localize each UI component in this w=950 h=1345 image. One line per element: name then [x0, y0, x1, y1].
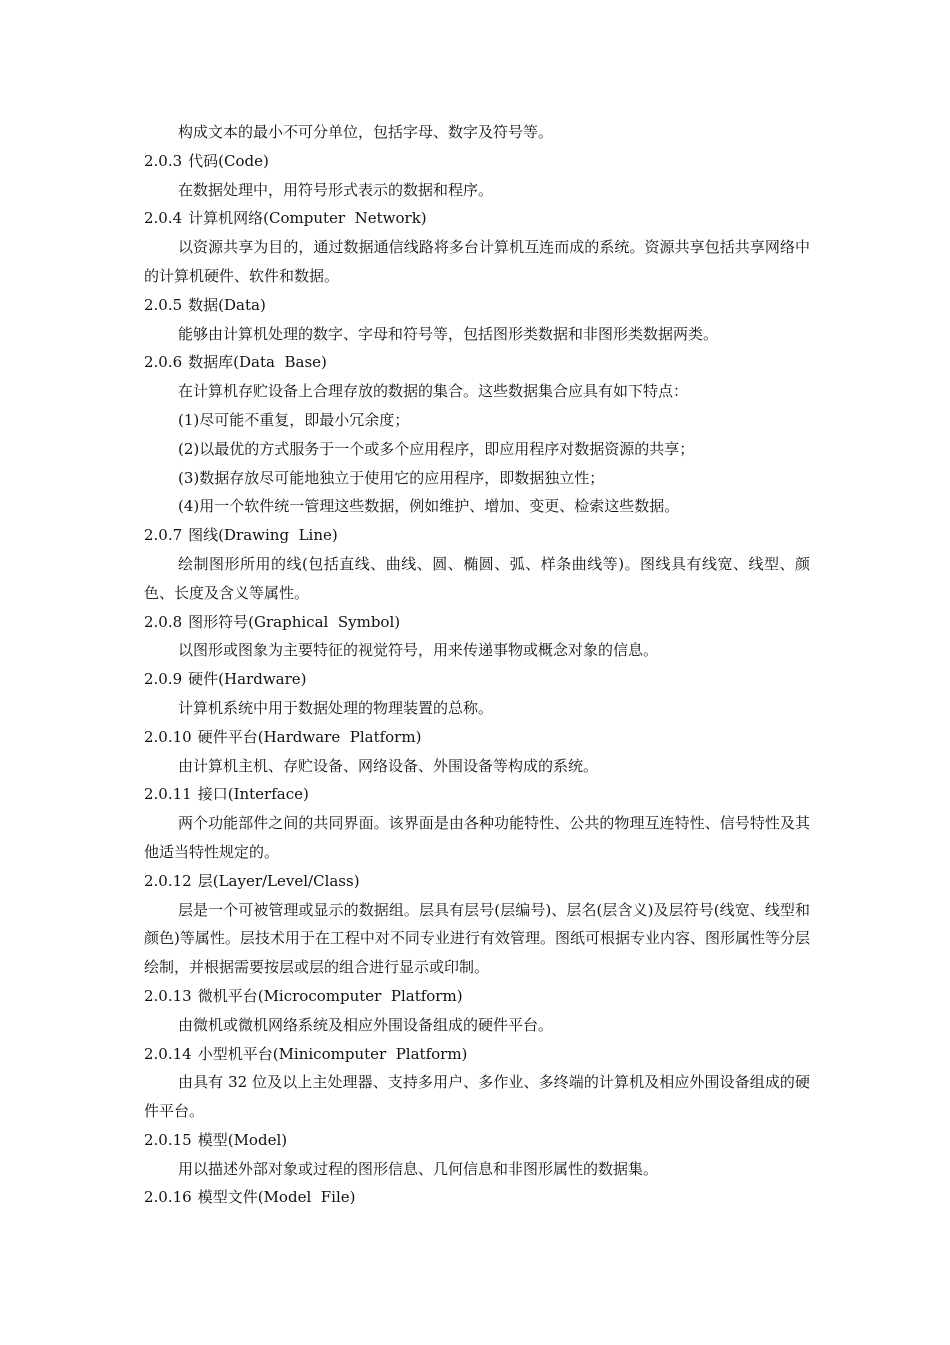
term-heading — [144, 982, 810, 1011]
term-definition: (4)用一个软件统一管理这些数据，例如维护、增加、变更、检索这些数据。 — [178, 497, 680, 516]
term-number: 2.0.10 — [144, 727, 192, 746]
term-number: 2.0.6 — [144, 353, 183, 372]
document-body — [144, 118, 810, 1212]
term-number: 2.0.15 — [144, 1130, 192, 1149]
term-definition: (2)以最优的方式服务于一个或多个应用程序，即应用程序对数据资源的共享； — [178, 439, 695, 458]
term-number: 2.0.4 — [144, 209, 183, 228]
term-definition: 在数据处理中，用符号形式表示的数据和程序。 — [178, 180, 494, 199]
term-number: 2.0.3 — [144, 151, 183, 170]
term-heading — [144, 780, 810, 809]
term-number: 2.0.8 — [144, 612, 183, 631]
term-heading — [144, 1040, 810, 1069]
term-number: 2.0.7 — [144, 526, 183, 545]
term-definition: 能够由计算机处理的数字、字母和符号等，包括图形类数据和非图形类数据两类。 — [178, 324, 719, 343]
term-definition: 由计算机主机、存贮设备、网络设备、外围设备等构成的系统。 — [178, 756, 599, 775]
term-title: 数据库(Data Base) — [188, 353, 327, 372]
term-title: 层(Layer/Level/Class) — [197, 871, 360, 890]
term-number: 2.0.11 — [144, 785, 192, 804]
term-title: 接口(Interface) — [197, 785, 309, 804]
term-title: 小型机平台(Minicomputer Platform) — [197, 1044, 468, 1063]
term-number: 2.0.13 — [144, 986, 192, 1005]
term-definition: 用以描述外部对象或过程的图形信息、几何信息和非图形属性的数据集。 — [178, 1159, 659, 1178]
term-number: 2.0.14 — [144, 1044, 192, 1063]
term-heading — [144, 1183, 810, 1212]
term-heading — [144, 521, 810, 550]
term-number: 2.0.9 — [144, 670, 183, 689]
term-title: 模型(Model) — [197, 1130, 288, 1149]
term-heading — [144, 291, 810, 320]
term-definition: 在计算机存贮设备上合理存放的数据的集合。这些数据集合应具有如下特点： — [178, 382, 689, 401]
term-heading — [144, 348, 810, 377]
term-definition: 计算机系统中用于数据处理的物理装置的总称。 — [178, 698, 494, 717]
term-heading — [144, 1126, 810, 1155]
term-definition: (3)数据存放尽可能地独立于使用它的应用程序，即数据独立性； — [178, 468, 605, 487]
term-title: 计算机网络(Computer Network) — [188, 209, 427, 228]
term-heading — [144, 204, 810, 233]
term-heading — [144, 147, 810, 176]
term-title: 模型文件(Model File) — [197, 1188, 356, 1207]
term-definition: 以图形或图象为主要特征的视觉符号，用来传递事物或概念对象的信息。 — [178, 641, 659, 660]
term-heading — [144, 867, 810, 896]
term-list — [144, 147, 810, 1212]
term-definition: 两个功能部件之间的共同界面。该界面是由各种功能特性、公共的物理互连特性、信号特性及其他适当特性规定的。 — [144, 814, 810, 861]
term-definition: (1)尽可能不重复，即最小冗余度； — [178, 410, 410, 429]
term-number: 2.0.12 — [144, 871, 192, 890]
intro-paragraph: 构成文本的最小不可分单位，包括字母、数字及符号等。 — [178, 123, 554, 141]
term-number: 2.0.5 — [144, 295, 183, 314]
term-title: 图形符号(Graphical Symbol) — [188, 612, 401, 631]
term-number: 2.0.16 — [144, 1188, 192, 1207]
term-title: 微机平台(Microcomputer Platform) — [197, 986, 463, 1005]
term-definition: 层是一个可被管理或显示的数据组。层具有层号(层编号)、层名(层含义)及层符号(线宽、线型和颜色)等属性。层技术用于在工程中对不同专业进行有效管理。图纸可根据专业内容、图形属性等分层绘制，并根据需要按层或层的组合进行显示或印制。 — [144, 900, 810, 977]
term-definition: 由微机或微机网络系统及相应外围设备组成的硬件平台。 — [178, 1015, 554, 1034]
term-heading — [144, 665, 810, 694]
term-title: 图线(Drawing Line) — [188, 526, 338, 545]
term-title: 硬件平台(Hardware Platform) — [197, 727, 422, 746]
term-definition: 由具有 32 位及以上主处理器、支持多用户、多作业、多终端的计算机及相应外围设备组成的硬件平台。 — [144, 1073, 810, 1121]
term-title: 代码(Code) — [188, 151, 269, 170]
term-title: 数据(Data) — [188, 295, 266, 314]
term-definition: 绘制图形所用的线(包括直线、曲线、圆、椭圆、弧、样条曲线等)。图线具有线宽、线型、颜色、长度及含义等属性。 — [144, 554, 810, 602]
term-heading — [144, 608, 810, 637]
term-heading — [144, 723, 810, 752]
term-title: 硬件(Hardware) — [188, 670, 307, 689]
term-definition: 以资源共享为目的，通过数据通信线路将多台计算机互连而成的系统。资源共享包括共享网络中的计算机硬件、软件和数据。 — [144, 238, 810, 285]
